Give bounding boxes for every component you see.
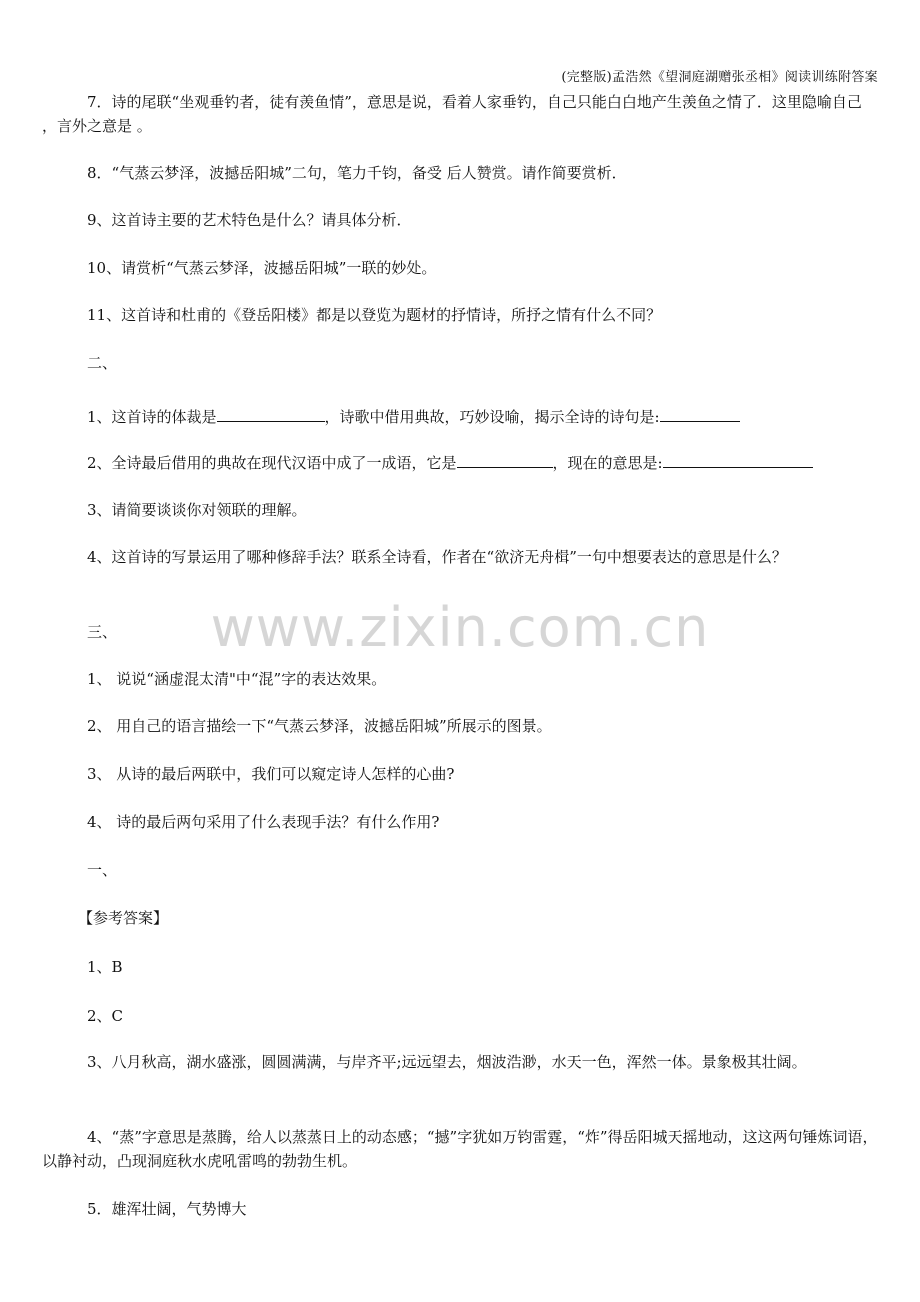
answer-blank[interactable] — [663, 451, 813, 468]
answer-3: 3、八月秋高，湖水盛涨，圆圆满满，与岸齐平;远远望去，烟波浩渺，水天一色，浑然一体。景象极其壮阔。 — [87, 1053, 807, 1071]
answer-4: 4、“蒸”字意思是蒸腾，给人以蒸蒸日上的动态感；“撼”字犹如万钧雷霆，“炸”得岳阳城天摇地动，这这两句锤炼词语，以静衬动，凸现洞庭秋水虎吼雷鸣的勃勃生机。 — [42, 1128, 878, 1170]
section-2-question-1 — [42, 405, 878, 429]
section-2-question-2 — [42, 451, 878, 475]
answers-title: 【参考答案】 — [78, 909, 169, 927]
document-header: (完整版)孟浩然《望洞庭湖赠张丞相》阅读训练附答案 — [561, 70, 878, 85]
section-3-question-1: 1、 说说“涵虚混太清"中“混”字的表达效果。 — [87, 670, 387, 688]
answer-1: 1、B — [87, 958, 123, 976]
section-2-question-4: 4、这首诗的写景运用了哪种修辞手法？联系全诗看，作者在“欲济无舟楫”一句中想要表达的意思是什么？ — [87, 548, 787, 566]
question-7: 7．诗的尾联“坐观垂钓者，徒有羡鱼情”，意思是说，看着人家垂钓，自己只能白白地产生羡鱼之情了．这里隐喻自己 ，言外之意是 。 — [42, 93, 862, 135]
question-text: ，诗歌中借用典故，巧妙设喻，揭示全诗的诗句是: — [324, 408, 660, 426]
section-3-question-4: 4、 诗的最后两句采用了什么表现手法？有什么作用? — [87, 813, 440, 831]
question-10: 10、请赏析“气蒸云梦泽，波撼岳阳城”一联的妙处。 — [87, 259, 437, 277]
question-8: 8．“气蒸云梦泽，波撼岳阳城”二句，笔力千钧，备受 后人赞赏。请作简要赏析． — [87, 164, 627, 182]
section-3-question-3: 3、 从诗的最后两联中，我们可以窥定诗人怎样的心曲? — [87, 765, 455, 783]
answer-5: 5．雄浑壮阔，气势博大 — [87, 1200, 247, 1218]
watermark: www.zixin.com.cn — [210, 596, 710, 659]
answer-blank[interactable] — [457, 451, 553, 468]
section-3-heading: 三、 — [87, 623, 118, 641]
question-text: 1、这首诗的体裁是 — [87, 408, 217, 426]
answer-2: 2、C — [87, 1007, 124, 1025]
question-text: 2、全诗最后借用的典故在现代汉语中成了一成语，它是 — [87, 454, 457, 472]
section-2-question-3: 3、请简要谈谈你对领联的理解。 — [87, 501, 307, 519]
question-9: 9、这首诗主要的艺术特色是什么？请具体分析． — [87, 211, 412, 229]
answers-section-heading: 一、 — [87, 861, 118, 879]
answer-blank[interactable] — [660, 405, 740, 422]
section-3-question-2: 2、 用自己的语言描绘一下“气蒸云梦泽，波撼岳阳城”所展示的图景。 — [87, 717, 552, 735]
answer-blank[interactable] — [217, 405, 325, 422]
question-11: 11、这首诗和杜甫的《登岳阳楼》都是以登览为题材的抒情诗，所抒之情有什么不同？ — [87, 306, 662, 324]
section-2-heading: 二、 — [87, 354, 118, 372]
question-text: ，现在的意思是: — [552, 454, 663, 472]
